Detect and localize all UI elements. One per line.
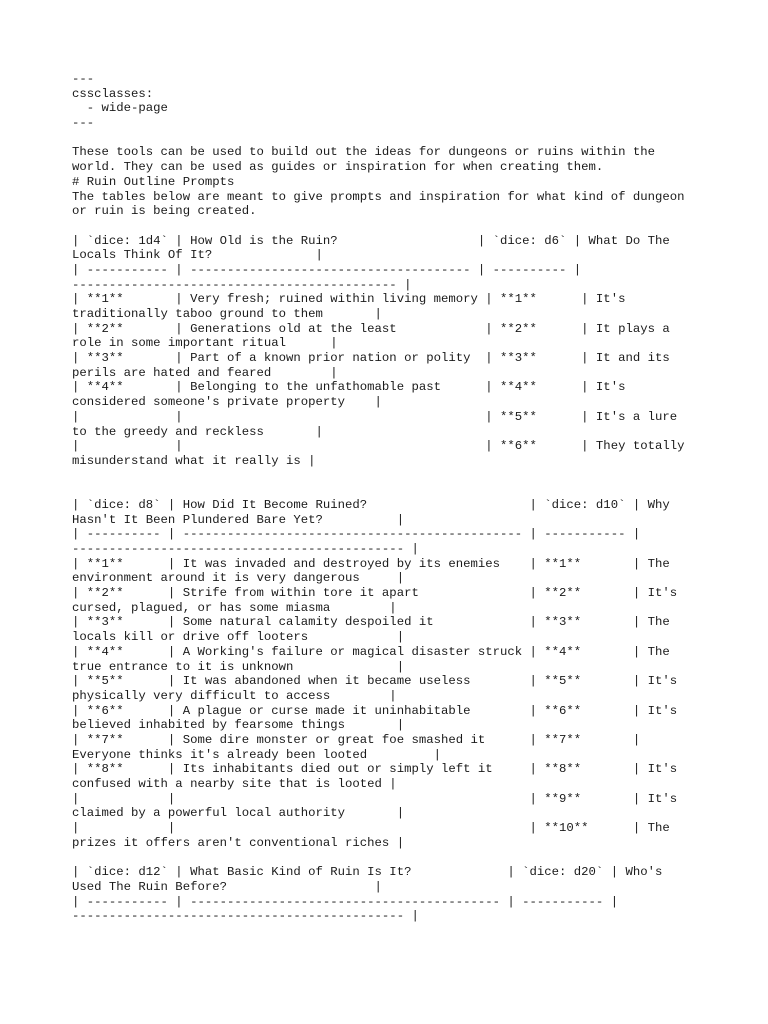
table-row: | ---------- | ---------------------------------------------- | ----------- | bbox=[72, 527, 641, 542]
text-line: Everyone thinks it's already been looted | bbox=[72, 747, 441, 762]
blank-line bbox=[72, 483, 712, 498]
text-line: world. They can be used as guides or inspiration for when creating them. bbox=[72, 160, 604, 175]
text-line: considered someone's private property | bbox=[72, 395, 382, 410]
text-line: perils are hated and feared | bbox=[72, 365, 338, 380]
text-line: environment around it is very dangerous | bbox=[72, 571, 405, 586]
blank-line bbox=[72, 131, 712, 146]
table-row: | **5** | It was abandoned when it became useless | **5** | It's bbox=[72, 674, 678, 689]
table-row: | **2** | Strife from within tore it apart | **2** | It's bbox=[72, 586, 678, 601]
table-row: | | | **5** | It's a lure bbox=[72, 409, 678, 424]
text-line: cssclasses: bbox=[72, 86, 154, 101]
markdown-document bbox=[72, 72, 712, 924]
table-row: | **2** | Generations old at the least | **2** | It plays a bbox=[72, 321, 670, 336]
text-line: claimed by a powerful local authority | bbox=[72, 806, 405, 821]
table-row: | **7** | Some dire monster or great foe smashed it | **7** | bbox=[72, 732, 641, 747]
blank-line bbox=[72, 469, 712, 484]
text-line: Locals Think Of It? | bbox=[72, 248, 323, 263]
frontmatter-delimiter: --- bbox=[72, 72, 95, 86]
text-line: The tables below are meant to give prompts and inspiration for what kind of dungeon bbox=[72, 189, 685, 204]
text-line: --------------------------------------------- | bbox=[72, 542, 419, 556]
blank-line bbox=[72, 850, 712, 865]
text-line: role in some important ritual | bbox=[72, 336, 338, 351]
table-row: | **6** | A plague or curse made it uninhabitable | **6** | It's bbox=[72, 703, 678, 718]
text-line: misunderstand what it really is | bbox=[72, 453, 316, 468]
text-line: locals kill or drive off looters | bbox=[72, 630, 405, 645]
text-line: --------------------------------------------- | bbox=[72, 909, 419, 924]
table-row: | `dice: d12` | What Basic Kind of Ruin Is It? | `dice: d20` | Who's bbox=[72, 865, 663, 880]
text-line: These tools can be used to build out the ideas for dungeons or ruins within the bbox=[72, 145, 655, 160]
table-row: | | | **10** | The bbox=[72, 821, 670, 836]
table-row: | | | **9** | It's bbox=[72, 791, 678, 806]
frontmatter-delimiter: --- bbox=[72, 116, 95, 131]
table-row: | **3** | Some natural calamity despoiled it | **3** | The bbox=[72, 615, 670, 630]
text-line: true entrance to it is unknown | bbox=[72, 659, 405, 674]
text-line: to the greedy and reckless | bbox=[72, 424, 323, 439]
text-line: Used The Ruin Before? | bbox=[72, 879, 382, 894]
table-row: | **1** | Very fresh; ruined within living memory | **1** | It's bbox=[72, 292, 626, 307]
text-line: prizes it offers aren't conventional riches | bbox=[72, 835, 405, 850]
table-row: | | | **6** | They totally bbox=[72, 439, 685, 454]
section-heading: # Ruin Outline Prompts bbox=[72, 174, 235, 189]
text-line: confused with a nearby site that is looted | bbox=[72, 777, 397, 791]
table-row: | **8** | Its inhabitants died out or simply left it | **8** | It's bbox=[72, 762, 678, 777]
table-row: | `dice: 1d4` | How Old is the Ruin? | `dice: d6` | What Do The bbox=[72, 233, 670, 248]
text-line: - wide-page bbox=[72, 101, 168, 116]
table-row: | **3** | Part of a known prior nation or polity | **3** | It and its bbox=[72, 351, 670, 366]
text-line: traditionally taboo ground to them | bbox=[72, 307, 382, 321]
text-line: believed inhabited by fearsome things | bbox=[72, 718, 405, 733]
table-row: | **4** | A Working's failure or magical disaster struck | **4** | The bbox=[72, 644, 670, 659]
text-line: -------------------------------------------- | bbox=[72, 277, 412, 292]
table-row: | **4** | Belonging to the unfathomable past | **4** | It's bbox=[72, 380, 626, 395]
table-row: | **1** | It was invaded and destroyed by its enemies | **1** | The bbox=[72, 556, 670, 571]
table-row: | ----------- | ------------------------------------------ | ----------- | bbox=[72, 894, 619, 909]
text-line: or ruin is being created. bbox=[72, 204, 257, 219]
text-line: Hasn't It Been Plundered Bare Yet? | bbox=[72, 512, 405, 527]
text-line: physically very difficult to access | bbox=[72, 688, 397, 703]
blank-line bbox=[72, 219, 712, 234]
table-row: | `dice: d8` | How Did It Become Ruined? | `dice: d10` | Why bbox=[72, 497, 670, 512]
text-line: cursed, plagued, or has some miasma | bbox=[72, 600, 397, 615]
table-row: | ----------- | -------------------------------------- | ---------- | bbox=[72, 262, 582, 277]
